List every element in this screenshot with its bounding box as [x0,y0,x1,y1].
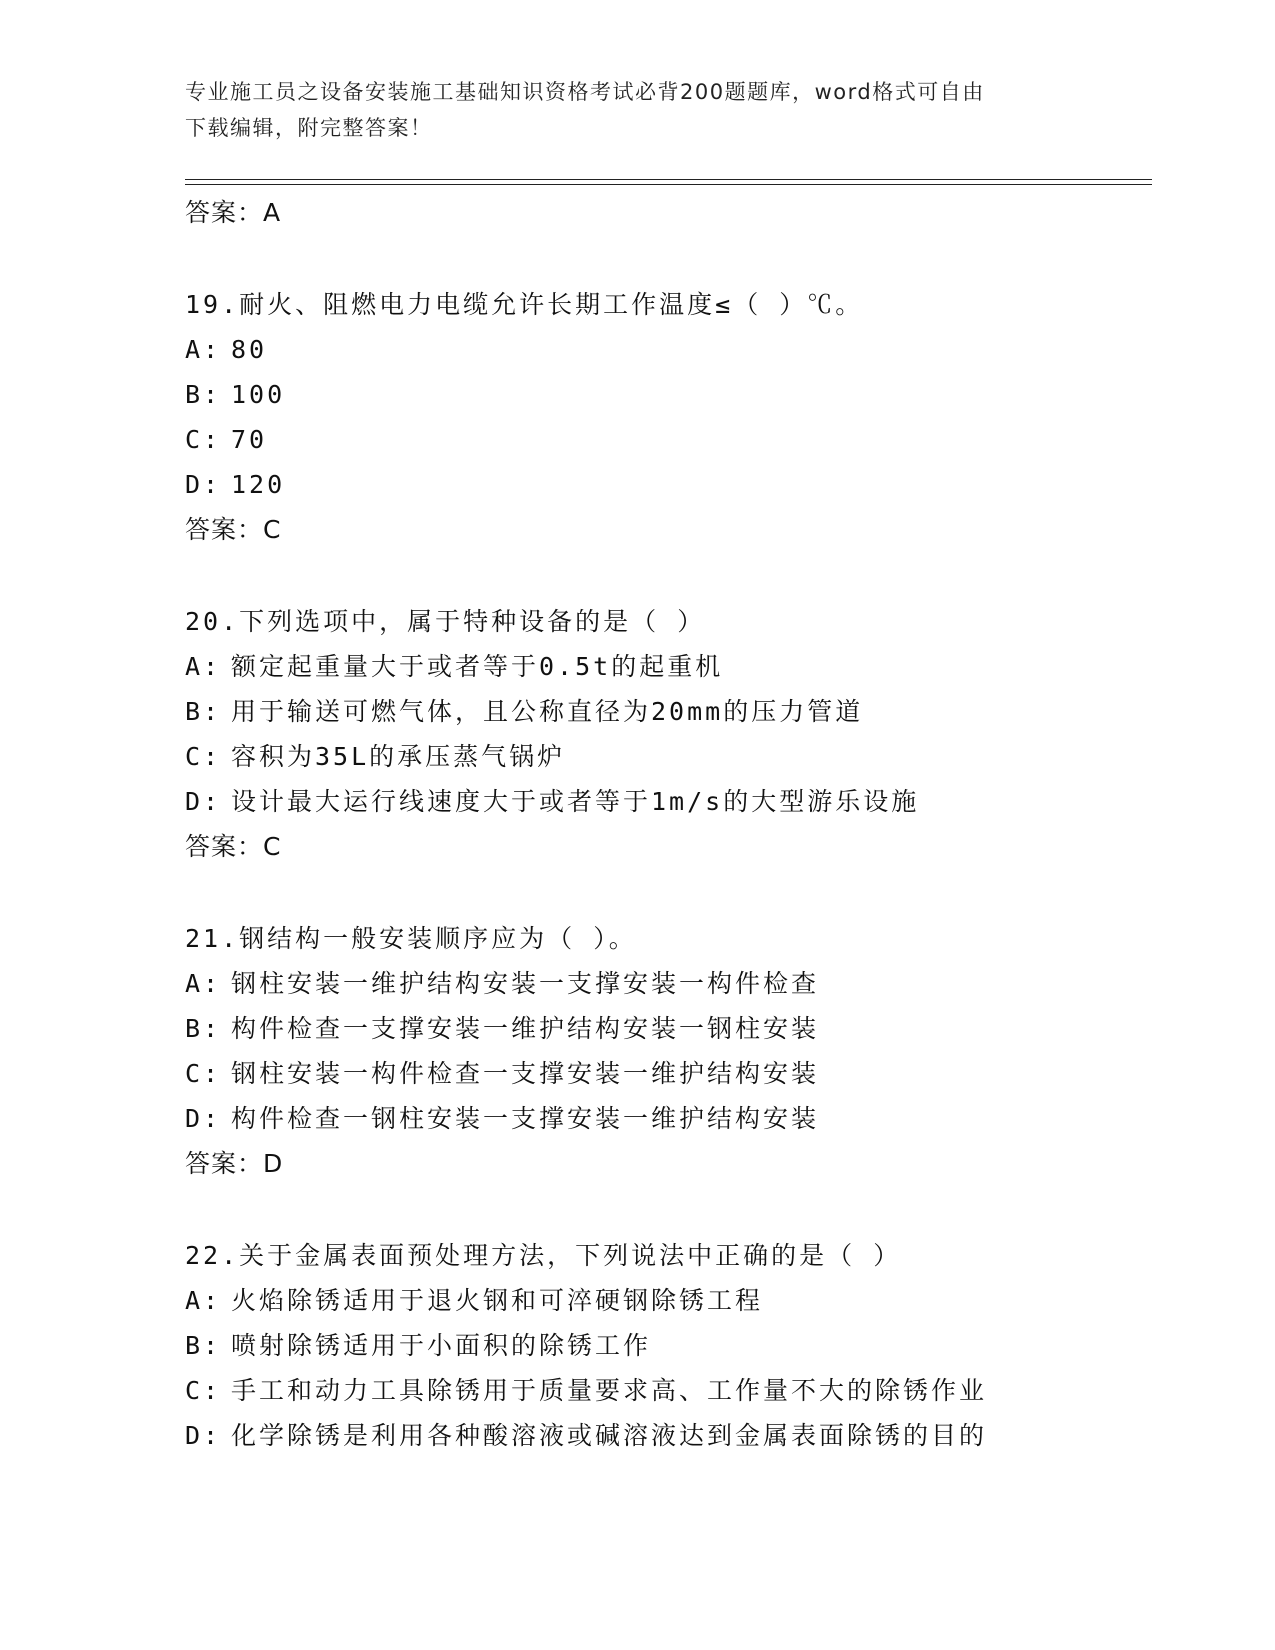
option-a [185,327,1145,372]
option-text: 手工和动力工具除锈用于质量要求高、工作量不大的除锈作业 [231,1376,988,1405]
option-c [185,1051,1145,1096]
option-letter: D: [185,1421,222,1450]
option-a [185,1278,1145,1323]
option-text: 喷射除锈适用于小面积的除锈工作 [231,1331,652,1360]
option-letter: A: [185,335,222,364]
option-text: 80 [231,335,268,364]
question-22 [185,1233,1145,1458]
option-letter: D: [185,470,222,499]
option-text: 火焰除锈适用于退火钢和可淬硬钢除锈工程 [231,1286,764,1315]
option-letter: D: [185,1104,222,1133]
option-text: 钢柱安装一维护结构安装一支撑安装一构件检查 [231,969,820,998]
option-text: 钢柱安装一构件检查一支撑安装一维护结构安装 [231,1059,820,1088]
option-letter: C: [185,1376,222,1405]
option-text: 设计最大运行线速度大于或者等于1m/s的大型游乐设施 [231,787,920,816]
option-text: 100 [231,380,286,409]
option-c [185,1368,1145,1413]
option-letter: A: [185,1286,222,1315]
option-letter: C: [185,742,222,771]
option-letter: B: [185,380,222,409]
option-letter: B: [185,697,222,726]
question-stem: 20.下列选项中，属于特种设备的是（ ） [185,607,706,636]
option-b [185,372,1145,417]
option-a [185,961,1145,1006]
option-c [185,417,1145,462]
option-letter: B: [185,1014,222,1043]
option-text: 用于输送可燃气体，且公称直径为20mm的压力管道 [231,697,864,726]
option-letter: A: [185,652,222,681]
question-21 [185,916,1145,1186]
option-text: 容积为35L的承压蒸气锅炉 [231,742,566,771]
option-c [185,734,1145,779]
option-text: 70 [231,425,268,454]
option-b [185,1323,1145,1368]
option-letter: C: [185,1059,222,1088]
header-line-2: 下载编辑，附完整答案！ [185,116,433,140]
question-stem: 21.钢结构一般安装顺序应为（ ）。 [185,924,637,953]
question-answer: 答案：C [185,515,282,544]
header-divider-bottom [185,184,1152,185]
option-d [185,1413,1145,1458]
previous-answer: 答案：A [185,198,282,227]
option-d [185,462,1145,507]
option-text: 化学除锈是利用各种酸溶液或碱溶液达到金属表面除锈的目的 [231,1421,988,1450]
option-text: 120 [231,470,286,499]
option-letter: B: [185,1331,222,1360]
option-text: 额定起重量大于或者等于0.5t的起重机 [231,652,724,681]
question-answer: 答案：D [185,1149,284,1178]
option-letter: C: [185,425,222,454]
question-stem: 22.关于金属表面预处理方法，下列说法中正确的是（ ） [185,1241,902,1270]
question-answer: 答案：C [185,832,282,861]
option-d [185,1096,1145,1141]
question-list [185,190,1145,1458]
header-line-1: 专业施工员之设备安装施工基础知识资格考试必背200题题库，word格式可自由 [185,80,985,104]
option-text: 构件检查一支撑安装一维护结构安装一钢柱安装 [231,1014,820,1043]
option-a [185,644,1145,689]
question-20 [185,599,1145,869]
question-19 [185,282,1145,552]
option-letter: D: [185,787,222,816]
option-b [185,1006,1145,1051]
option-d [185,779,1145,824]
option-letter: A: [185,969,222,998]
document-header [185,74,1085,146]
option-b [185,689,1145,734]
question-stem: 19.耐火、阻燃电力电缆允许长期工作温度≤（ ）℃。 [185,290,864,319]
option-text: 构件检查一钢柱安装一支撑安装一维护结构安装 [231,1104,820,1133]
header-divider-top [185,179,1152,180]
